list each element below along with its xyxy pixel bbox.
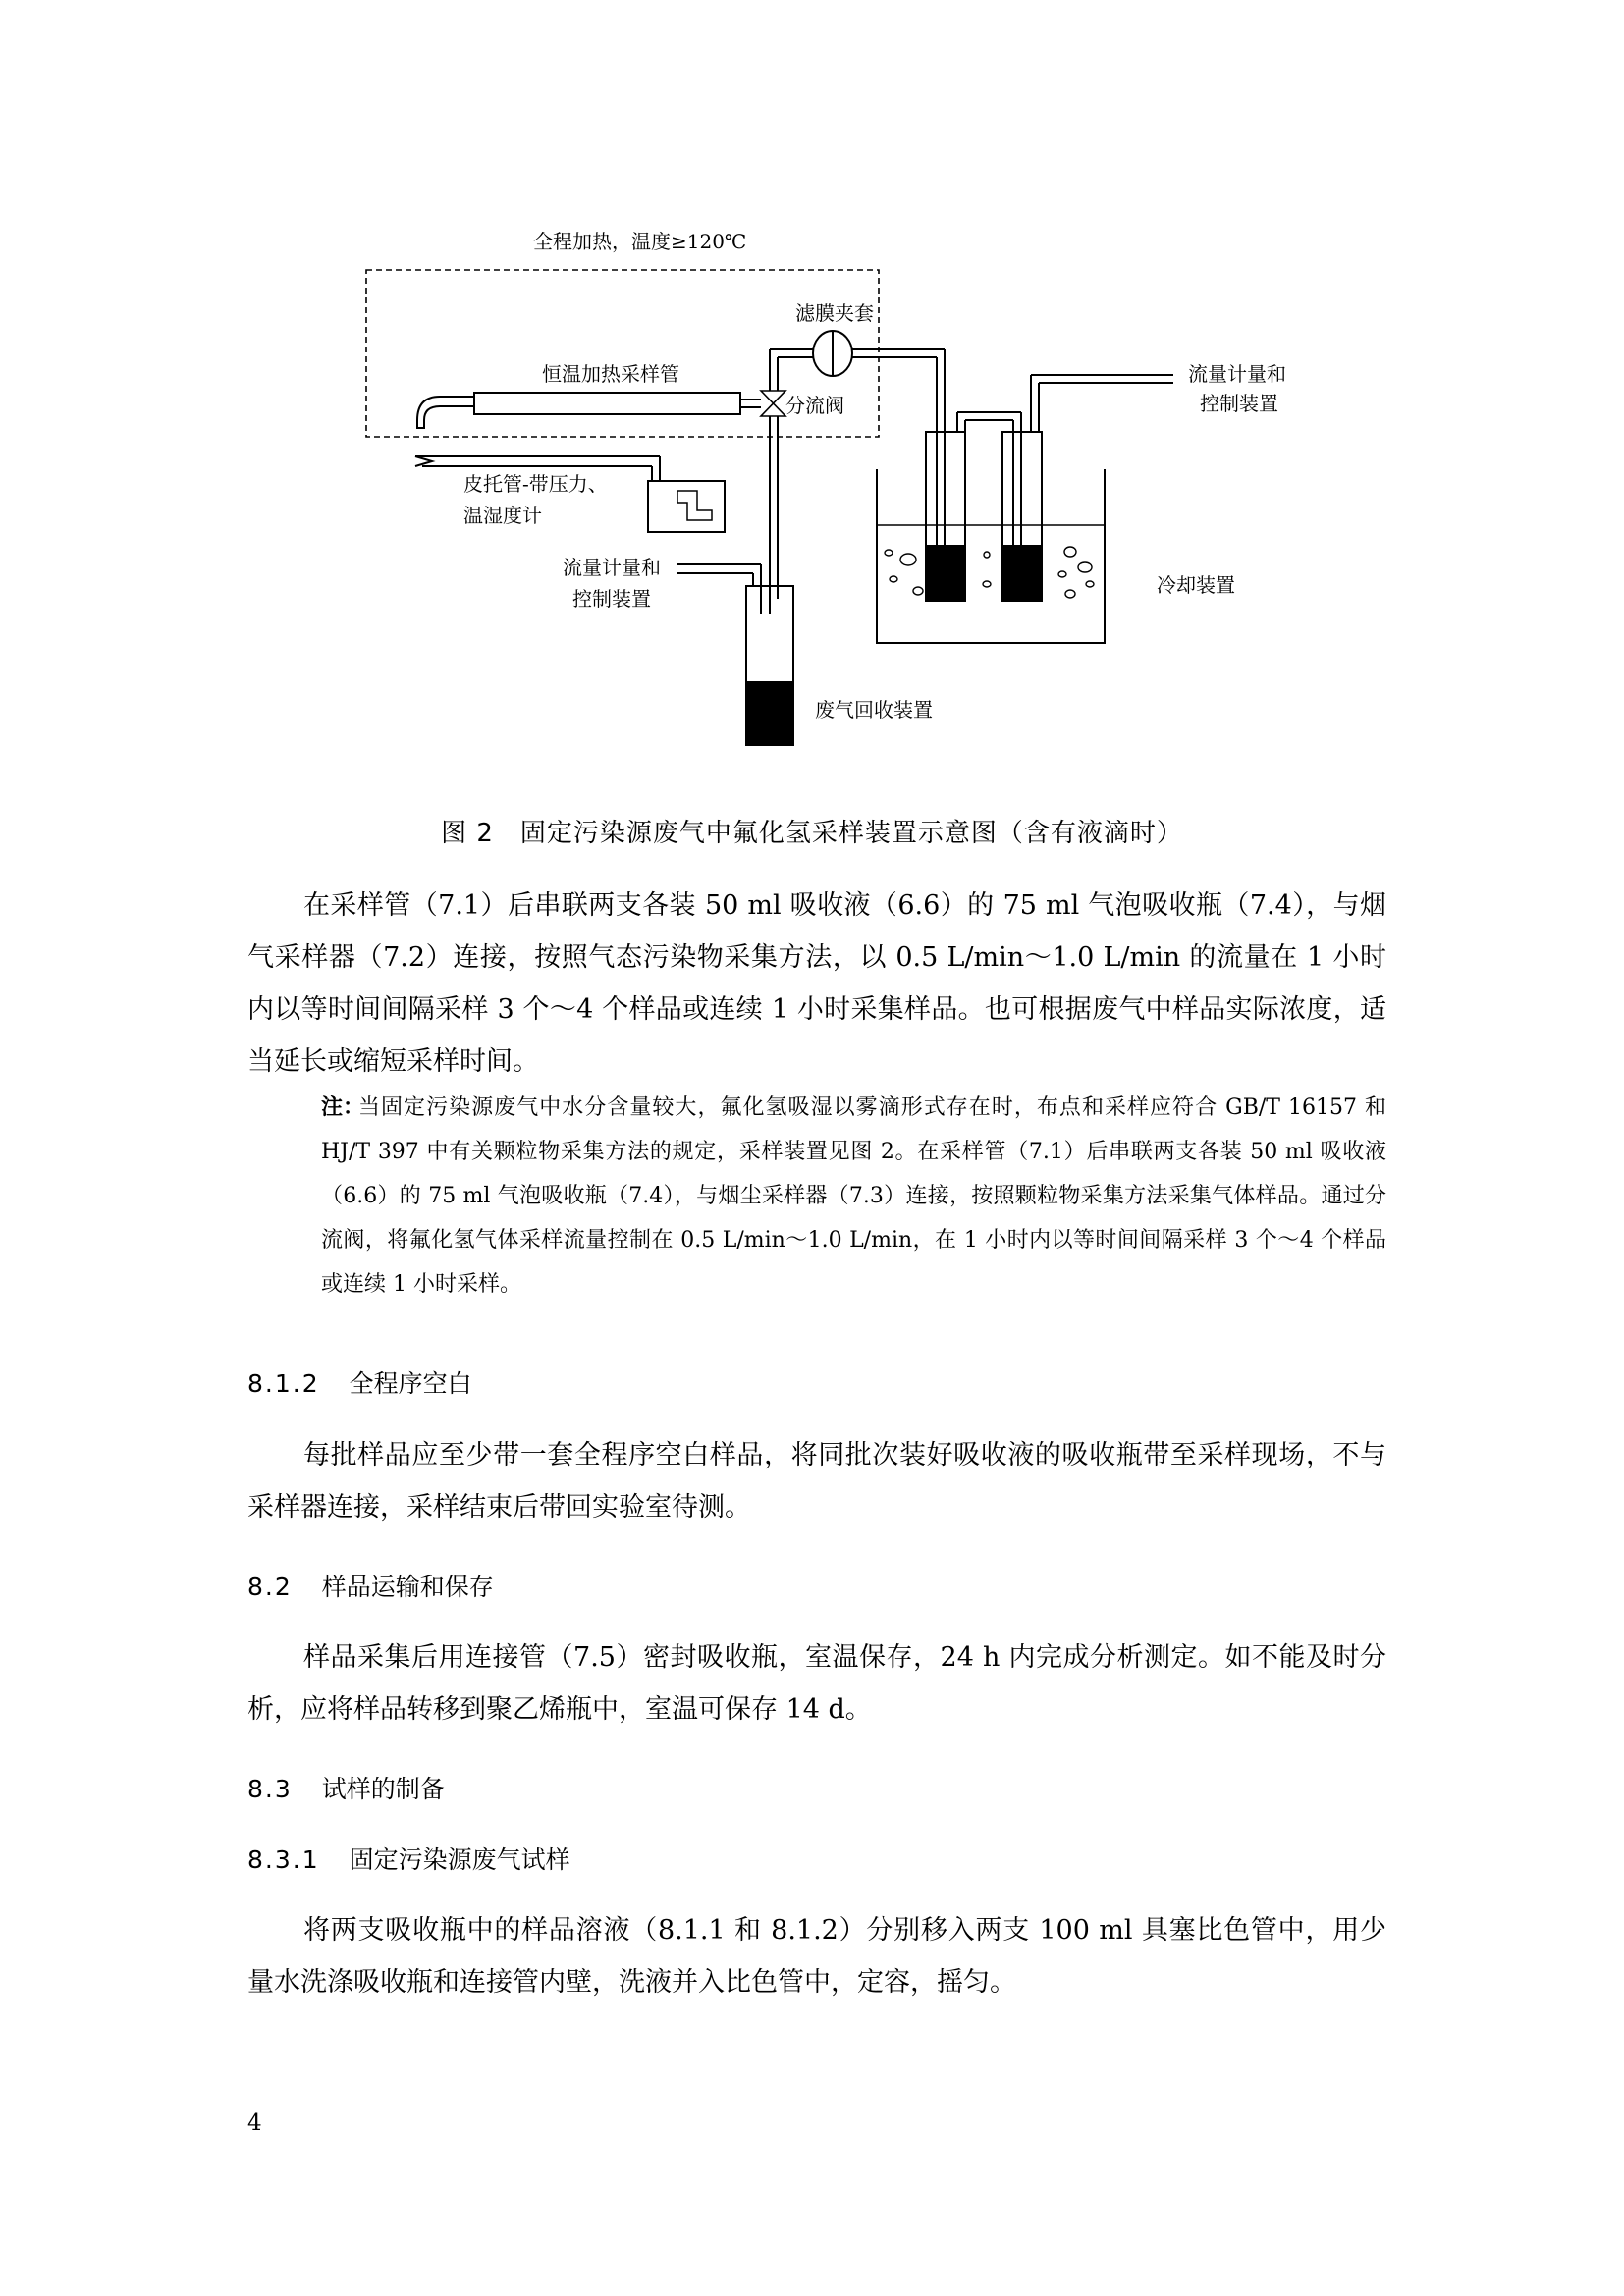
page-number: 4 — [247, 2110, 262, 2136]
heading-8-1-2 — [247, 1364, 472, 1400]
label-heating-note: 全程加热，温度≥120℃ — [533, 230, 747, 253]
label-flow-meter-left-1: 流量计量和 — [563, 556, 661, 579]
pressure-gauge — [648, 481, 725, 532]
heading-8-3 — [247, 1770, 445, 1805]
heading-title: 固定污染源废气试样 — [349, 1845, 570, 1874]
label-flow-meter-right-2: 控制装置 — [1200, 392, 1278, 415]
heading-8-2 — [247, 1568, 494, 1603]
note-label: 注： — [321, 1095, 365, 1120]
figure-caption: 图 2 固定污染源废气中氟化氢采样装置示意图（含有液滴时） — [441, 819, 1183, 848]
label-waste-recovery: 废气回收装置 — [815, 698, 933, 721]
heading-number: 8.2 — [247, 1573, 293, 1601]
heading-8-3-1 — [247, 1841, 570, 1876]
heated-probe — [474, 393, 740, 414]
label-flow-meter-right-1: 流量计量和 — [1188, 362, 1286, 386]
split-valve — [761, 391, 785, 416]
label-flow-meter-left-2: 控制装置 — [572, 587, 651, 611]
label-cooling: 冷却装置 — [1157, 573, 1235, 597]
label-pitot-1: 皮托管-带压力、 — [463, 472, 608, 496]
note-text: 当固定污染源废气中水分含量较大，氟化氢吸湿以雾滴形式存在时，布点和采样应符合 GB/T 16157 和 HJ/T 397 中有关颗粒物采集方法的规定，采样装置见图 2。在采样管（7.1）后串联两支各装 50 ml 吸收液（6.6）的 75 ml 气泡吸收瓶（7.4），与烟尘采样器（7.3）连接，按照颗粒物采集方法采集气体样品。通过分流阀，将氟化氢气体采样流量控制在 0.5 L/min～1.0 L/min，在 1 小时内以等时间间隔采样 3 个～4 个样品或连续 1 小时采样。 — [321, 1095, 1386, 1297]
paragraph-blank: 每批样品应至少带一套全程序空白样品，将同批次装好吸收液的吸收瓶带至采样现场，不与采样器连接，采样结束后带回实验室待测。 — [247, 1440, 1386, 1522]
paragraph-sampling: 在采样管（7.1）后串联两支各装 50 ml 吸收液（6.6）的 75 ml 气泡吸收瓶（7.4），与烟气采样器（7.2）连接，按照气态污染物采集方法，以 0.5 L/min～1.0 L/min 的流量在 1 小时内以等时间间隔采样 3 个～4 个样品或连续 1 小时采集样品。也可根据废气中样品实际浓度，适当延长或缩短采样时间。 — [247, 890, 1386, 1077]
heading-number: 8.3 — [247, 1775, 293, 1803]
probe-nozzle — [417, 397, 474, 428]
paragraph-transport: 样品采集后用连接管（7.5）密封吸收瓶，室温保存，24 h 内完成分析测定。如不能及时分析，应将样品转移到聚乙烯瓶中，室温可保存 14 d。 — [247, 1642, 1386, 1725]
note-block — [321, 1086, 1386, 1307]
heading-number: 8.3.1 — [247, 1845, 320, 1874]
label-split-valve: 分流阀 — [785, 394, 844, 417]
label-filter-holder: 滤膜夹套 — [795, 301, 874, 325]
heading-title: 样品运输和保存 — [321, 1573, 494, 1601]
heading-number: 8.1.2 — [247, 1369, 320, 1398]
heading-title: 试样的制备 — [321, 1775, 445, 1803]
heading-title: 全程序空白 — [349, 1369, 472, 1398]
label-pitot-2: 温湿度计 — [463, 504, 542, 527]
paragraph-preparation: 将两支吸收瓶中的样品溶液（8.1.1 和 8.1.2）分别移入两支 100 ml 具塞比色管中，用少量水洗涤吸收瓶和连接管内壁，洗液并入比色管中，定容，摇匀。 — [247, 1915, 1386, 1998]
label-heated-probe: 恒温加热采样管 — [542, 362, 679, 386]
